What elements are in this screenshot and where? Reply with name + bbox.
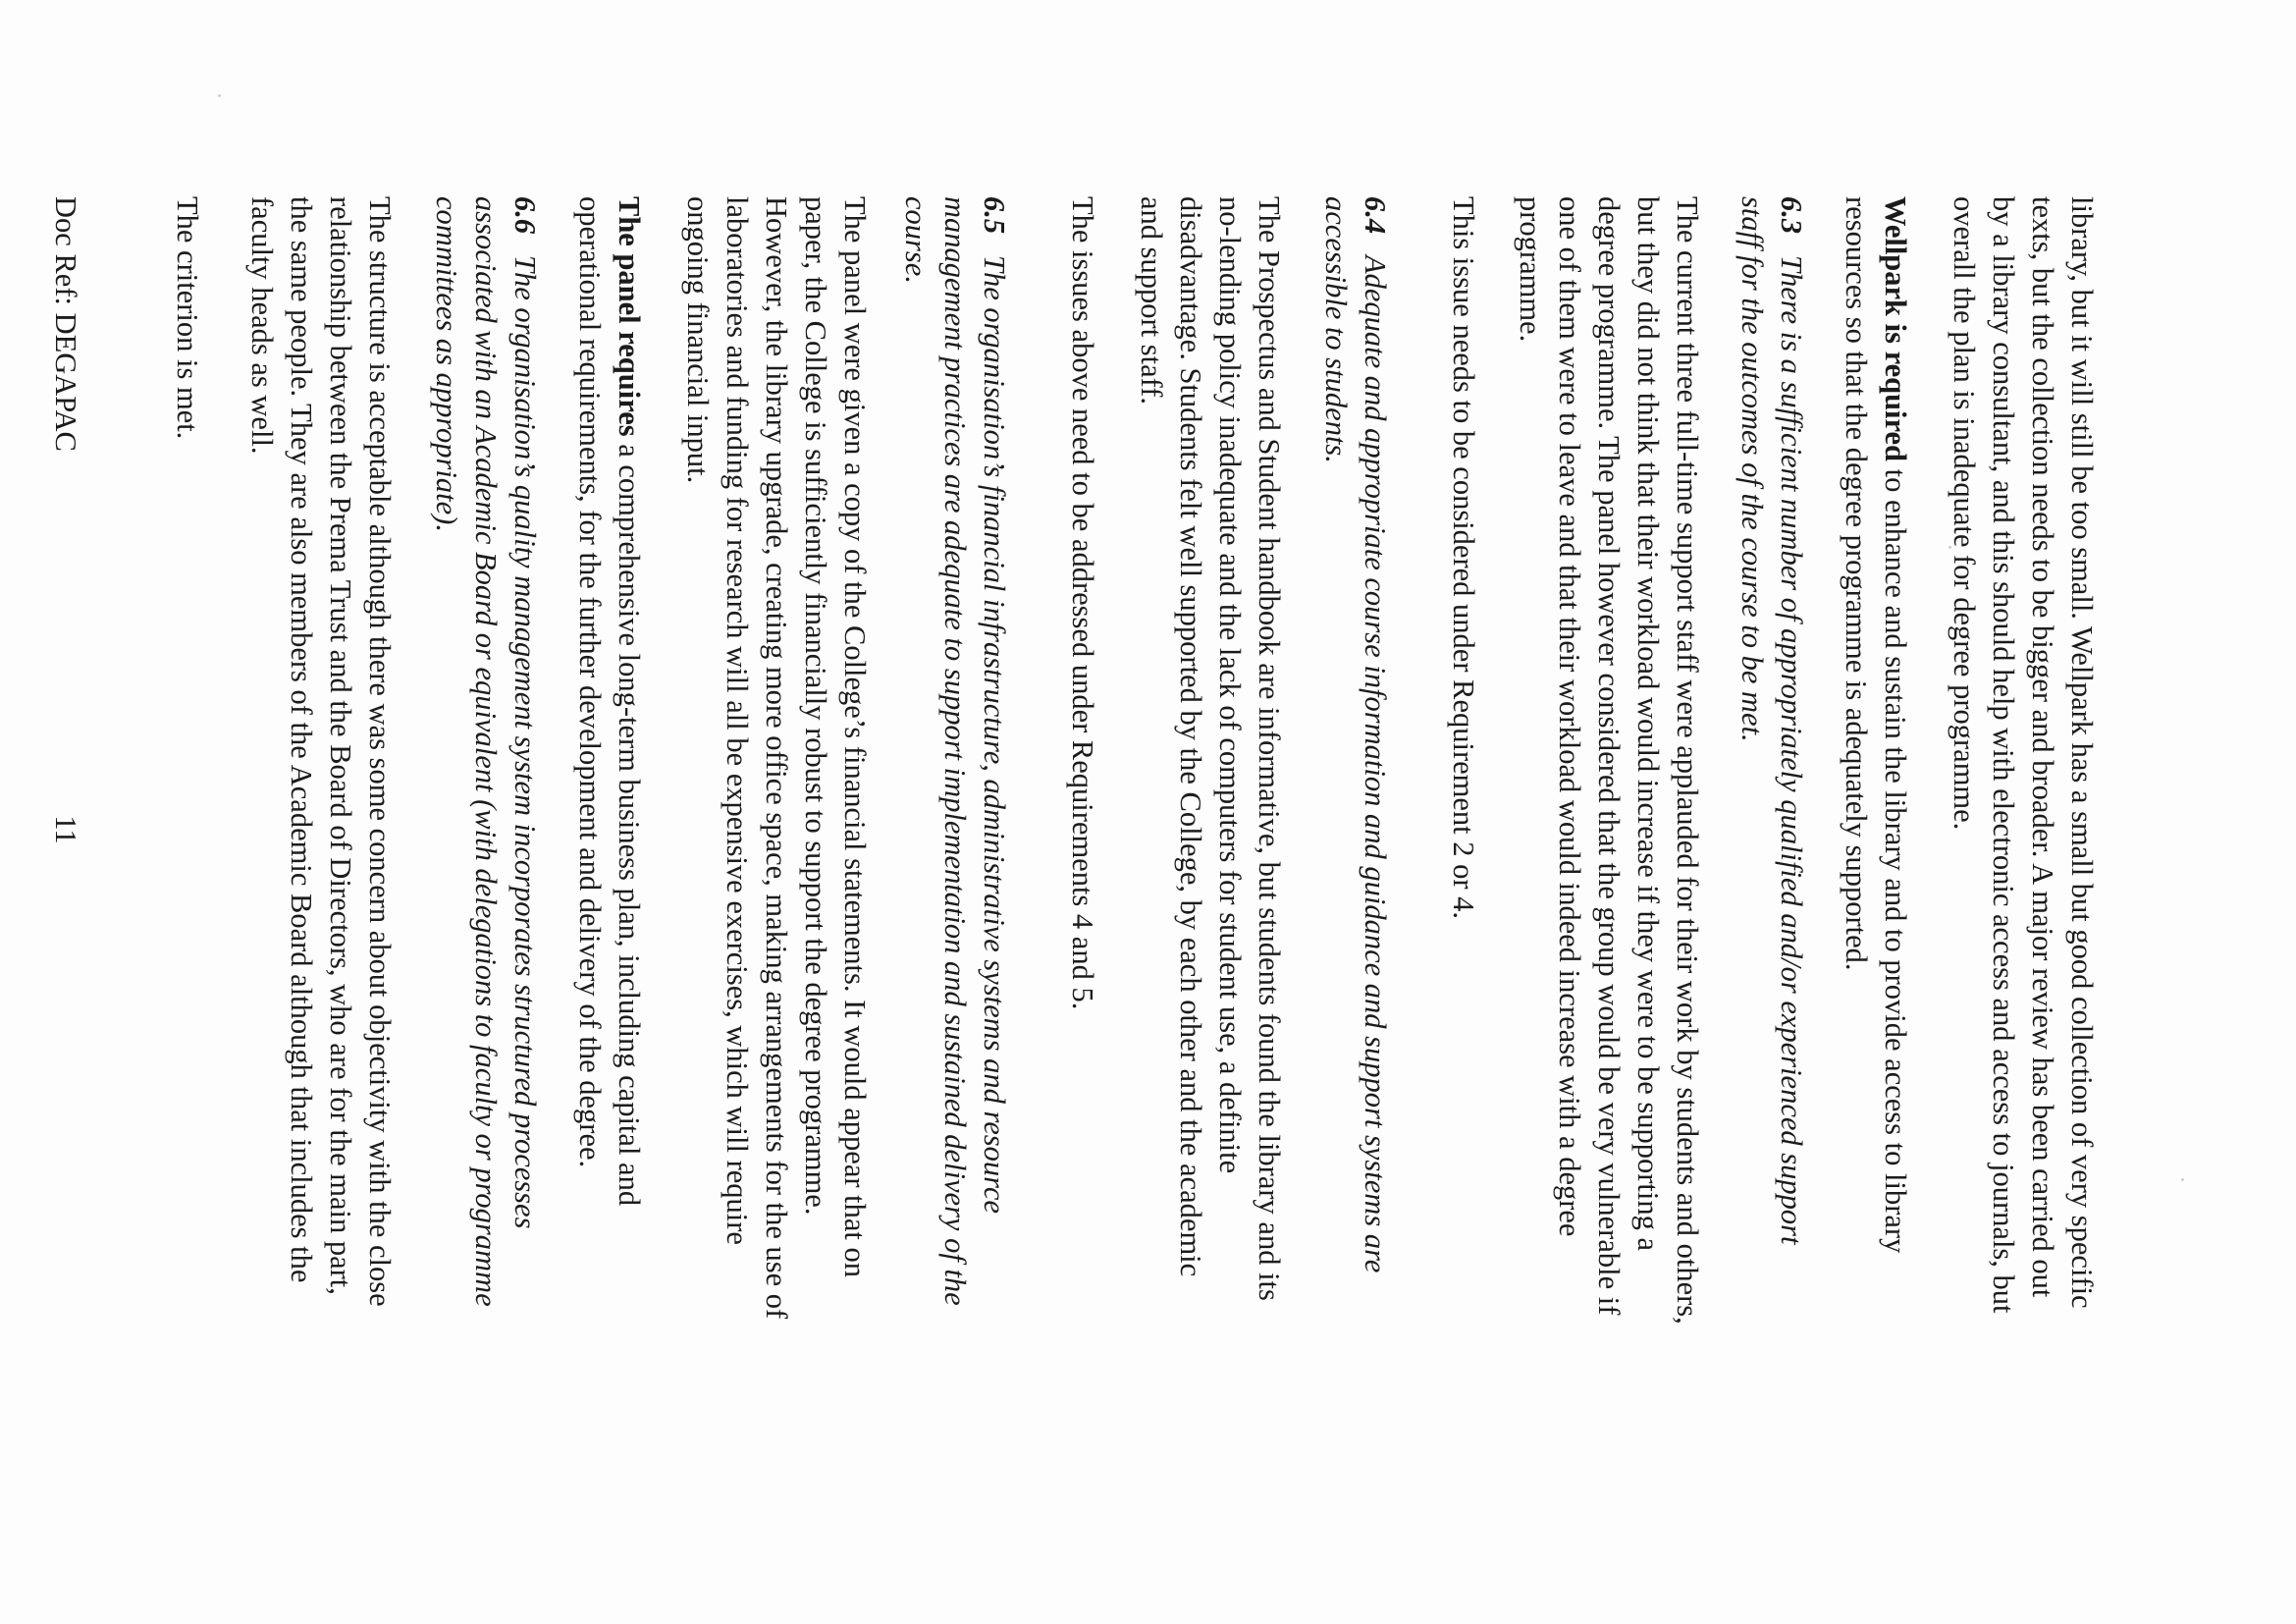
heading-text: The organisation’s quality management system incorporates structured processes — [508, 255, 542, 1229]
text-line: no-lending policy inadequate and the lack of computers for student use, a definite — [1213, 196, 1247, 1174]
text-line: paper, the College is sufficiently financially robust to support the degree programme. — [799, 196, 832, 1216]
page-number: 11 — [49, 815, 82, 844]
heading-text: The organisation’s financial infrastructure, administrative systems and resource — [978, 255, 1011, 1214]
text-line: The current three full-time support staff were applauded for their work by students and others, — [1671, 196, 1704, 1325]
heading-line — [1772, 196, 1811, 1326]
requirement-lead: The panel requires — [613, 196, 646, 437]
text-line: resources so that the degree programme is adequately supported. — [1840, 196, 1873, 971]
paragraph-panel-requirement — [570, 196, 649, 1326]
heading-line: committees as appropriate). — [430, 196, 463, 532]
text-line: by a library consultant, and this should help with electronic access and access to journals, but — [1987, 196, 2020, 1314]
text-line — [1876, 196, 1915, 1326]
heading-text: Adequate and appropriate course information and guidance and support systems are — [1359, 255, 1392, 1273]
requirement-lead: Wellpark is required — [1879, 196, 1912, 462]
heading-text: There is a sufficient number of appropriately qualified and/or experienced support — [1775, 255, 1808, 1245]
text-line: faculty heads as well. — [245, 196, 279, 455]
paragraph-library — [1945, 196, 2102, 1326]
text-line: programme. — [1514, 196, 1547, 343]
section-number: 6.4 — [1359, 196, 1392, 235]
heading-line — [506, 196, 545, 1326]
text-line: The issues above need to be addressed under Requirements 4 and 5. — [1066, 196, 1099, 1010]
section-heading-6-4 — [1316, 196, 1395, 1326]
text-line: relationship between the Prema Trust and the Board of Directors, who are for the main part, — [324, 196, 357, 1295]
section-heading-6-6 — [427, 196, 545, 1326]
text-line: This issue needs to be considered under Requirement 2 or 4. — [1447, 196, 1480, 920]
paragraph-requirements-4-5 — [1063, 196, 1102, 1326]
heading-line — [1356, 196, 1395, 1326]
text-run: a comprehensive long-term business plan, including capital and — [613, 436, 646, 1207]
paragraph-structure — [242, 196, 400, 1326]
text-line: and support staff. — [1135, 196, 1168, 406]
text-line: texts, but the collection needs to be bigger and broader. A major review has been carried out — [2026, 196, 2059, 1298]
text-line: the same people. They are also members of the Academic Board although that includes the — [285, 196, 318, 1283]
section-heading-6-3 — [1733, 196, 1811, 1326]
heading-line: staff for the outcomes of the course to be met. — [1735, 196, 1769, 742]
paragraph-prospectus — [1132, 196, 1289, 1326]
paragraph-financial — [678, 196, 875, 1326]
text-line: The criterion is met. — [171, 196, 204, 440]
section-heading-6-5 — [896, 196, 1014, 1326]
text-line: operational requirements, for the further development and delivery of the degree. — [573, 196, 607, 1168]
heading-line: management practices are adequate to support implementation and sustained delivery of the — [938, 196, 972, 1306]
paragraph-wellpark-requirement — [1837, 196, 1915, 1326]
text-line: one of them were to leave and that their workload would indeed increase with a degree — [1553, 196, 1586, 1237]
text-line: overall the plan is inadequate for degree programme. — [1948, 196, 1981, 831]
section-number: 6.3 — [1775, 196, 1808, 235]
text-line: The structure is acceptable although there was some concern about objectivity with the close — [363, 196, 397, 1307]
section-number: 6.5 — [978, 196, 1011, 235]
text-line: However, the library upgrade, creating more office space, making arrangements for the use of — [760, 196, 793, 1320]
heading-line: associated with an Academic Board or equivalent (with delegations to faculty or programme — [469, 196, 503, 1307]
paragraph-support-staff — [1511, 196, 1707, 1326]
heading-line: accessible to students. — [1319, 196, 1353, 463]
text-line: but they did not think that their workload would increase if they were to be supporting a — [1631, 196, 1665, 1252]
text-line — [610, 196, 649, 1326]
text-line: The panel were given a copy of the College’s financial statements. It would appear that on — [838, 196, 872, 1278]
text-line: degree programme. The panel however considered that the group would be very vulnerable if — [1592, 196, 1626, 1316]
text-line: laboratories and funding for research will all be expensive exercises, which will require — [721, 196, 754, 1245]
text-line: library, but it will still be too small. Wellpark has a small but good collection of very specific — [2065, 196, 2099, 1309]
section-number: 6.6 — [508, 196, 542, 235]
text-run: to enhance and sustain the library and to provide access to library — [1879, 461, 1912, 1254]
paragraph-requirement-2-4 — [1444, 196, 1483, 1326]
paragraph-criterion-met — [168, 196, 207, 1326]
text-line: ongoing financial input. — [681, 196, 715, 484]
heading-line: course. — [899, 196, 933, 284]
document-reference: Doc Ref: DEGAPAC — [49, 196, 82, 452]
heading-line — [975, 196, 1014, 1326]
text-line: The Prospectus and Student handbook are informative, but students found the library and its — [1253, 196, 1286, 1301]
text-line: disadvantage. Students felt well supported by the College, by each other and the academic — [1174, 196, 1207, 1277]
